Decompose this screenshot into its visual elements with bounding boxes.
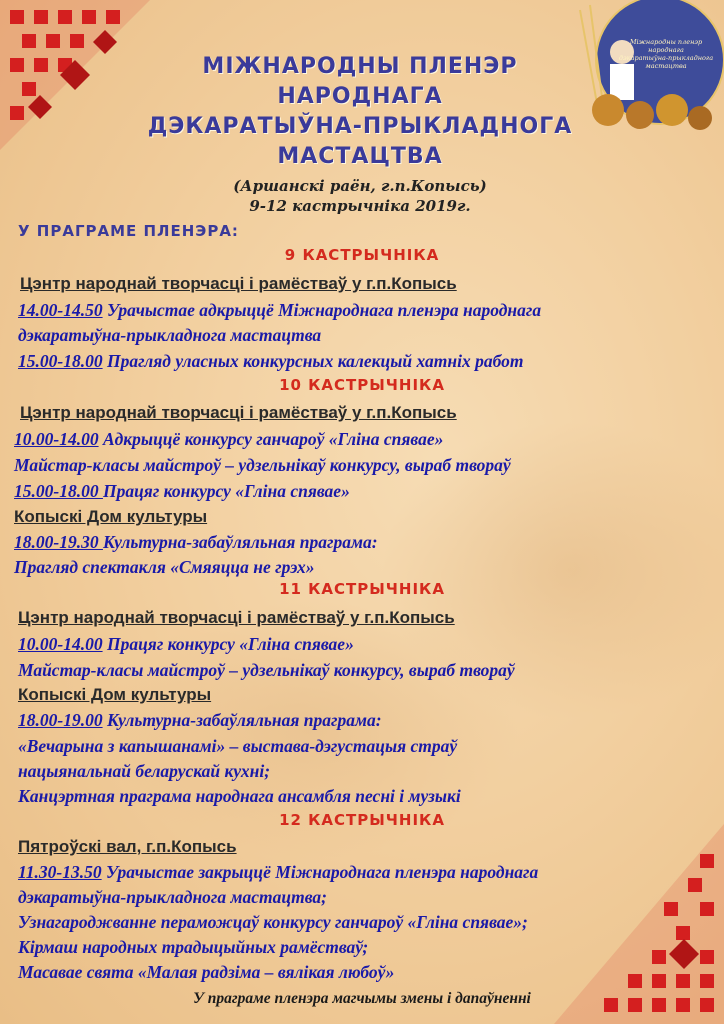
schedule-line bbox=[18, 634, 354, 655]
schedule-text: Масавае свята «Малая радзіма – вялікая любоў» bbox=[18, 962, 395, 982]
schedule-text: Канцэртная праграма народнага ансамбля песні і музыкі bbox=[18, 786, 461, 806]
logo-caption-line: дэкаратыўна-прыкладнога bbox=[618, 54, 714, 62]
schedule-text: Майстар-класы майстроў – удзельнікаў конкурсу, выраб твораў bbox=[18, 660, 515, 680]
schedule-line bbox=[14, 481, 350, 502]
schedule-time: 18.00-19.30 bbox=[14, 532, 103, 552]
schedule-line bbox=[18, 862, 538, 883]
schedule-line bbox=[18, 351, 523, 372]
schedule-line bbox=[14, 532, 378, 553]
schedule-time: 18.00-19.00 bbox=[18, 710, 103, 730]
program-heading: У ПРАГРАМЕ ПЛЕНЭРА: bbox=[18, 222, 239, 240]
schedule-text: нацыянальнай беларускай кухні; bbox=[18, 761, 271, 781]
schedule-text: Прагляд уласных конкурсных калекцый хатніх работ bbox=[102, 351, 524, 371]
page-title-line: НАРОДНАГА bbox=[277, 84, 443, 109]
schedule-text: Урачыстае закрыццё Міжнароднага пленэра народнага bbox=[101, 862, 539, 882]
logo-caption bbox=[612, 38, 720, 70]
schedule-text: «Вечарына з капышанамі» – выстава-дэгустацыя страў bbox=[18, 736, 458, 756]
schedule-text: дэкаратыўна-прыкладнога мастацтва; bbox=[18, 887, 328, 907]
venue: Копыскі Дом культуры bbox=[18, 685, 212, 704]
schedule-time: 15.00-18.00 bbox=[18, 351, 103, 371]
event-location: (Аршанскі раён, г.п.Копысь) bbox=[233, 177, 487, 195]
schedule-time: 11.30-13.50 bbox=[18, 862, 102, 882]
venue: Копыскі Дом культуры bbox=[14, 507, 208, 526]
schedule-line bbox=[18, 937, 368, 958]
schedule-line bbox=[18, 786, 461, 807]
schedule-line bbox=[14, 557, 315, 578]
venue: Цэнтр народнай творчасці і рамёстваў у г.п.Копысь bbox=[20, 403, 457, 422]
schedule-line bbox=[18, 912, 528, 933]
day-heading: 10 КАСТРЫЧНІКА bbox=[279, 376, 445, 394]
day-heading: 9 КАСТРЫЧНІКА bbox=[284, 246, 440, 264]
schedule-text: Культурна-забаўляльная праграма: bbox=[102, 710, 382, 730]
schedule-text: Прагляд спектакля «Смяяцца не грэх» bbox=[14, 557, 315, 577]
schedule-text: Узнагароджванне пераможцаў конкурсу ганчароў «Гліна спявае»; bbox=[18, 912, 528, 932]
day-heading: 12 КАСТРЫЧНІКА bbox=[279, 811, 445, 829]
schedule-line bbox=[18, 660, 515, 681]
schedule-line bbox=[18, 761, 270, 782]
schedule-line bbox=[18, 325, 321, 346]
schedule-text: Адкрыццё конкурсу ганчароў «Гліна спявае» bbox=[98, 429, 444, 449]
page-title-line: ДЭКАРАТЫЎНА-ПРЫКЛАДНОГА bbox=[147, 114, 573, 139]
schedule-text: Працяг конкурсу «Гліна спявае» bbox=[102, 481, 350, 501]
logo-caption-line: мастацтва bbox=[645, 62, 687, 70]
schedule-line bbox=[14, 429, 443, 450]
schedule-time: 10.00-14.00 bbox=[18, 634, 103, 654]
page-title-line: МАСТАЦТВА bbox=[277, 144, 443, 169]
schedule-time: 15.00-18.00 bbox=[14, 481, 103, 501]
day-heading: 11 КАСТРЫЧНІКА bbox=[279, 580, 445, 598]
footer-note: У праграме пленэра магчымы змены і дапаўненні bbox=[193, 990, 531, 1007]
venue: Пятроўскі вал, г.п.Копысь bbox=[18, 837, 237, 856]
venue: Цэнтр народнай творчасці і рамёстваў у г.п.Копысь bbox=[18, 608, 455, 627]
page-title-line: МІЖНАРОДНЫ ПЛЕНЭР bbox=[202, 54, 518, 79]
schedule-text: дэкаратыўна-прыкладнога мастацтва bbox=[18, 325, 322, 345]
schedule-line bbox=[18, 887, 327, 908]
schedule-text: Працяг конкурсу «Гліна спявае» bbox=[102, 634, 354, 654]
venue: Цэнтр народнай творчасці і рамёстваў у г.п.Копысь bbox=[20, 274, 457, 293]
schedule-text: Культурна-забаўляльная праграма: bbox=[102, 532, 378, 552]
schedule-text: Майстар-класы майстроў – удзельнікаў конкурсу, выраб твораў bbox=[14, 455, 511, 475]
schedule-line bbox=[18, 736, 457, 757]
schedule-text: Кірмаш народных традыцыйных рамёстваў; bbox=[18, 937, 369, 957]
event-dates: 9-12 кастрычніка 2019г. bbox=[249, 197, 471, 215]
schedule-line bbox=[18, 300, 541, 321]
schedule-time: 14.00-14.50 bbox=[18, 300, 103, 320]
schedule-line bbox=[18, 962, 394, 983]
logo-caption-line: Міжнародны пленэр bbox=[629, 38, 703, 46]
schedule-line bbox=[18, 710, 382, 731]
logo-caption-line: народнага bbox=[648, 46, 684, 54]
schedule-time: 10.00-14.00 bbox=[14, 429, 99, 449]
schedule-line bbox=[14, 455, 511, 476]
schedule-text: Урачыстае адкрыццё Міжнароднага пленэра народнага bbox=[102, 300, 542, 320]
